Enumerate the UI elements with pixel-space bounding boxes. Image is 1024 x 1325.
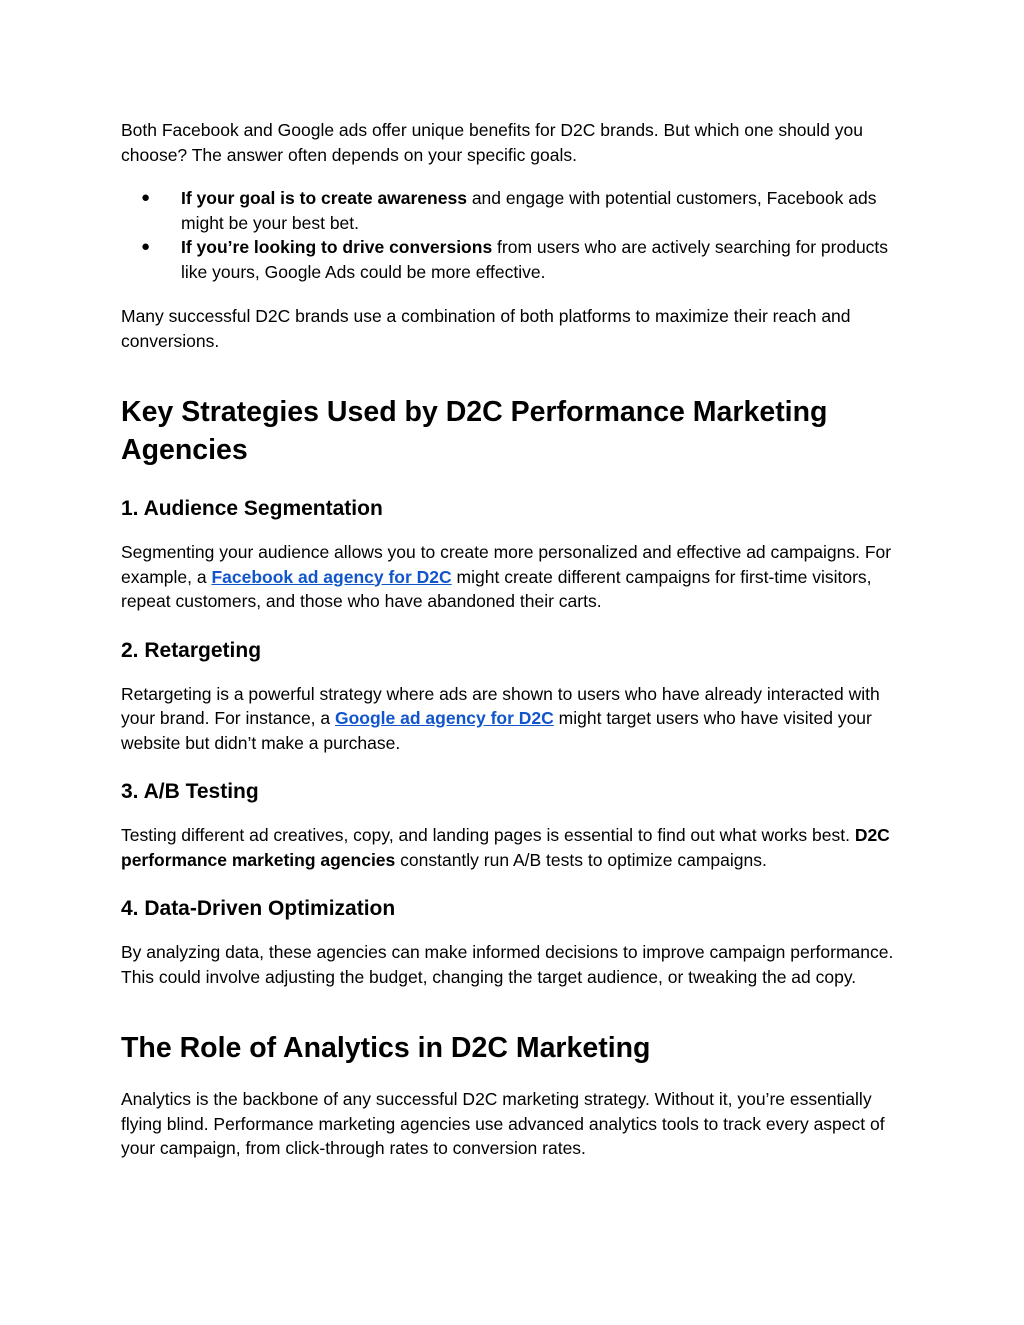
ab-testing-heading: 3. A/B Testing: [121, 780, 259, 803]
analytics-paragraph: Analytics is the backbone of any successful D2C marketing strategy. Without it, you’re essentially flying blind. Performance marketing agencies use advanced analytics tools to track every aspect of your campaign, from click-through rates to conversion rates.: [121, 1089, 885, 1158]
retargeting-heading: 2. Retargeting: [121, 638, 262, 662]
list-item: [121, 235, 911, 284]
bullet-bold-text: If you’re looking to drive conversions: [181, 237, 493, 257]
data-driven-optimization-heading: 4. Data-Driven Optimization: [121, 897, 396, 920]
paragraph-text: Retargeting is a powerful strategy where ads are shown to users who have already interacted with your brand. For instance, a: [121, 683, 880, 728]
bullet-icon: ●: [141, 189, 151, 206]
data-driven-optimization-paragraph: By analyzing data, these agencies can make informed decisions to improve campaign performance. This could involve adjusting the budget, changing the target audience, or tweaking the ad copy.: [121, 942, 894, 987]
paragraph-text: Segmenting your audience allows you to create more personalized and effective ad campaigns. For example, a: [121, 542, 892, 587]
strategies-heading: Key Strategies Used by D2C Performance Marketing Agencies: [121, 396, 828, 466]
retargeting-paragraph: [121, 682, 911, 756]
paragraph-text: constantly run A/B tests to optimize campaigns.: [395, 849, 767, 870]
bullet-text: from users who are actively searching for products like yours, Google Ads could be more effective.: [181, 237, 889, 282]
list-item: [121, 186, 911, 235]
bullet-icon: ●: [141, 238, 151, 255]
analytics-heading: The Role of Analytics in D2C Marketing: [121, 1032, 651, 1064]
bullet-text: and engage with potential customers, Facebook ads might be your best bet.: [181, 188, 877, 233]
paragraph-text: might target users who have visited your website but didn’t make a purchase.: [121, 708, 872, 753]
combination-paragraph: Many successful D2C brands use a combination of both platforms to maximize their reach and conversions.: [121, 306, 851, 351]
facebook-ad-agency-link[interactable]: Facebook ad agency for D2C: [211, 566, 452, 587]
bullet-bold-text: If your goal is to create awareness: [181, 188, 467, 208]
paragraph-text: might create different campaigns for first-time visitors, repeat customers, and those who have abandoned their carts.: [121, 566, 872, 611]
ab-testing-paragraph: [121, 823, 911, 872]
paragraph-bold-text: D2C performance marketing agencies: [121, 825, 890, 870]
google-ad-agency-link[interactable]: Google ad agency for D2C: [335, 708, 554, 728]
audience-segmentation-heading: 1. Audience Segmentation: [121, 497, 383, 520]
document-page: [121, 118, 911, 1161]
intro-paragraph: Both Facebook and Google ads offer unique benefits for D2C brands. But which one should you choose? The answer often depends on your specific goals.: [121, 120, 863, 165]
audience-segmentation-paragraph: [121, 540, 911, 614]
paragraph-text: Testing different ad creatives, copy, and landing pages is essential to find out what works best.: [121, 825, 855, 845]
goals-bullet-list: [121, 186, 911, 284]
